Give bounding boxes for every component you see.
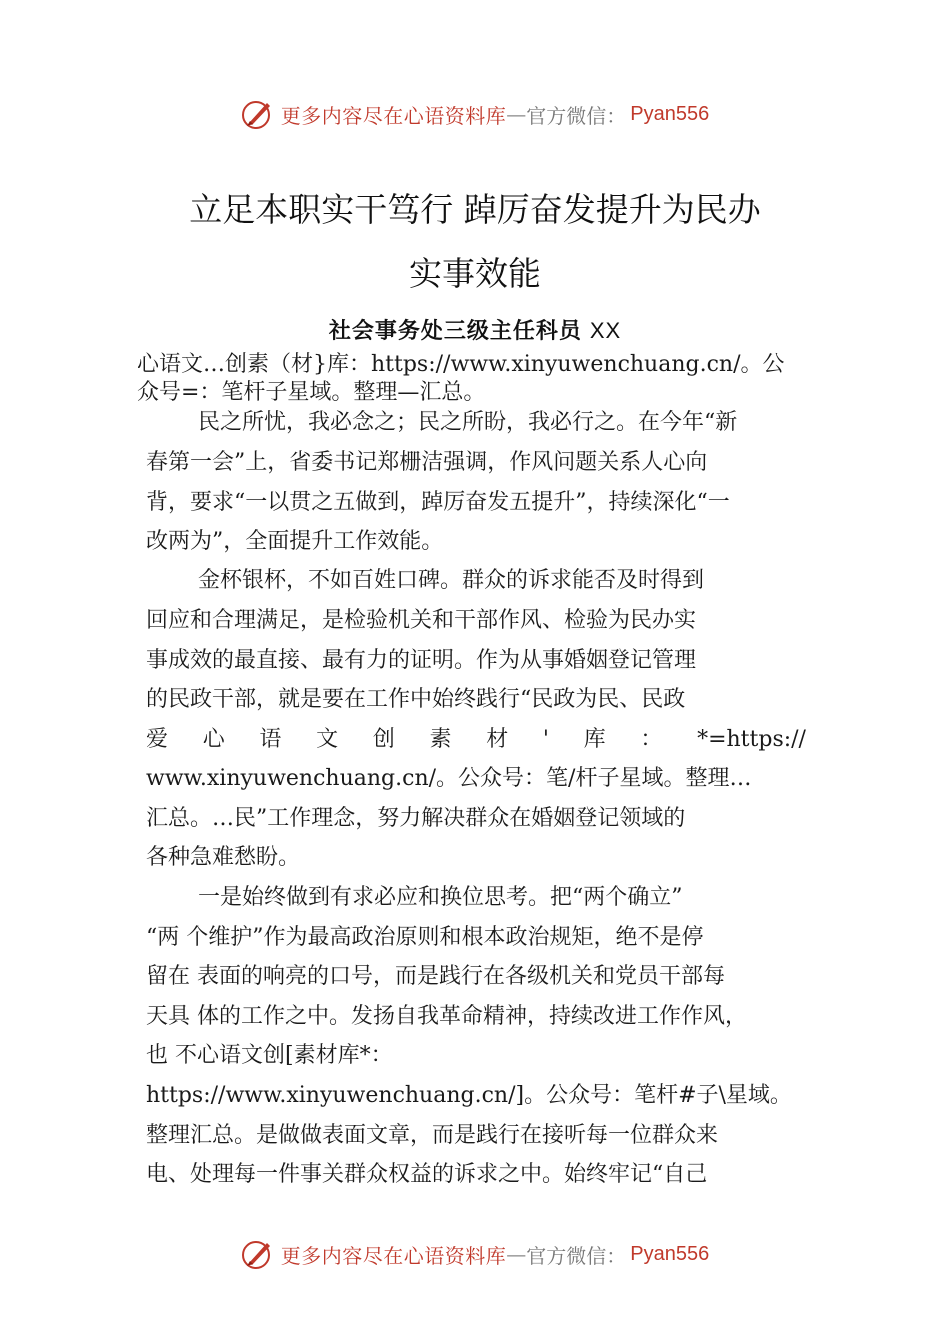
brush-logo-icon	[241, 97, 275, 131]
text-fragment: 爱	[146, 727, 169, 752]
banner-wechat-label: 官方微信：	[526, 1243, 627, 1268]
text-line: 众号=：笔杆子星域。整理—汇总。	[137, 380, 486, 405]
text-line: 整理汇总。是做做表面文章，而是践行在接听每一位群众来	[146, 1123, 719, 1148]
text-line-justified	[146, 725, 806, 755]
paragraph-start: 金杯银杯，不如百姓口碑。群众的诉求能否及时得到	[198, 568, 705, 593]
text-fragment: 文	[316, 727, 339, 752]
text-line: 各种急难愁盼。	[146, 845, 301, 870]
text-fragment: *=https://	[697, 727, 806, 752]
text-line: 春第一会”上，省委书记郑栅洁强调，作风问题关系人心向	[146, 450, 708, 475]
banner-separator: —	[506, 102, 527, 126]
paragraph-start: 民之所忧，我必念之；民之所盼，我必行之。在今年“新	[198, 410, 738, 435]
text-fragment: ：	[640, 727, 663, 752]
header-banner	[0, 94, 950, 134]
text-line: 事成效的最直接、最有力的证明。作为从事婚姻登记管理	[146, 648, 697, 673]
text-fragment: 创	[372, 727, 395, 752]
banner-text: 更多内容尽在心语资料库	[280, 1243, 507, 1268]
text-line: www.xinyuwenchuang.cn/。公众号：笔/杆子星域。整理…	[146, 766, 752, 791]
text-line: 电、处理每一件事关群众权益的诉求之中。始终牢记“自己	[146, 1162, 708, 1187]
text-line: 也 不心语文创[素材库*：	[146, 1043, 393, 1068]
text-line: 改两为”，全面提升工作效能。	[146, 529, 444, 554]
text-line: 留在 表面的响亮的口号，而是践行在各级机关和党员干部每	[146, 964, 725, 989]
text-fragment: 心	[202, 727, 225, 752]
text-fragment: 库	[583, 727, 606, 752]
text-line: 心语文…创素（材}库：https://www.xinyuwenchuang.cn/。公	[137, 352, 785, 377]
banner-wechat-id: Pyan556	[630, 1242, 710, 1265]
author-name: XX	[589, 318, 622, 343]
paragraph-start: 一是始终做到有求必应和换位思考。把“两个确立”	[198, 885, 683, 910]
banner-separator: —	[506, 1242, 527, 1266]
text-fragment: '	[542, 727, 549, 752]
document-title-line1: 立足本职实干笃行 踔厉奋发提升为民办	[189, 190, 761, 229]
banner-wechat-label: 官方微信：	[526, 103, 627, 128]
text-fragment: 素	[429, 727, 452, 752]
brush-logo-icon	[241, 1237, 275, 1271]
text-line: 天具 体的工作之中。发扬自我革命精神，持续改进工作作风，	[146, 1004, 747, 1029]
text-line: 回应和合理满足，是检验机关和干部作风、检验为民办实	[146, 608, 697, 633]
document-title-line2: 实事效能	[409, 254, 541, 293]
author-line	[0, 314, 950, 345]
author-role: 社会事务处三级主任科员	[328, 318, 582, 344]
banner-wechat-id: Pyan556	[630, 102, 710, 125]
text-fragment: 材	[486, 727, 509, 752]
footer-banner	[0, 1234, 950, 1274]
text-line: 背，要求“一以贯之五做到，踔厉奋发五提升”，持续深化“一	[146, 490, 730, 515]
text-line: 汇总。…民”工作理念，努力解决群众在婚姻登记领域的	[146, 806, 686, 831]
text-line: https://www.xinyuwenchuang.cn/]。公众号：笔杆#子\星域。	[146, 1083, 792, 1108]
text-fragment: 语	[259, 727, 282, 752]
text-line: “两 个维护”作为最高政治原则和根本政治规矩，绝不是停	[146, 925, 704, 950]
text-line: 的民政干部，就是要在工作中始终践行“民政为民、民政	[146, 687, 686, 712]
banner-text: 更多内容尽在心语资料库	[280, 103, 507, 128]
